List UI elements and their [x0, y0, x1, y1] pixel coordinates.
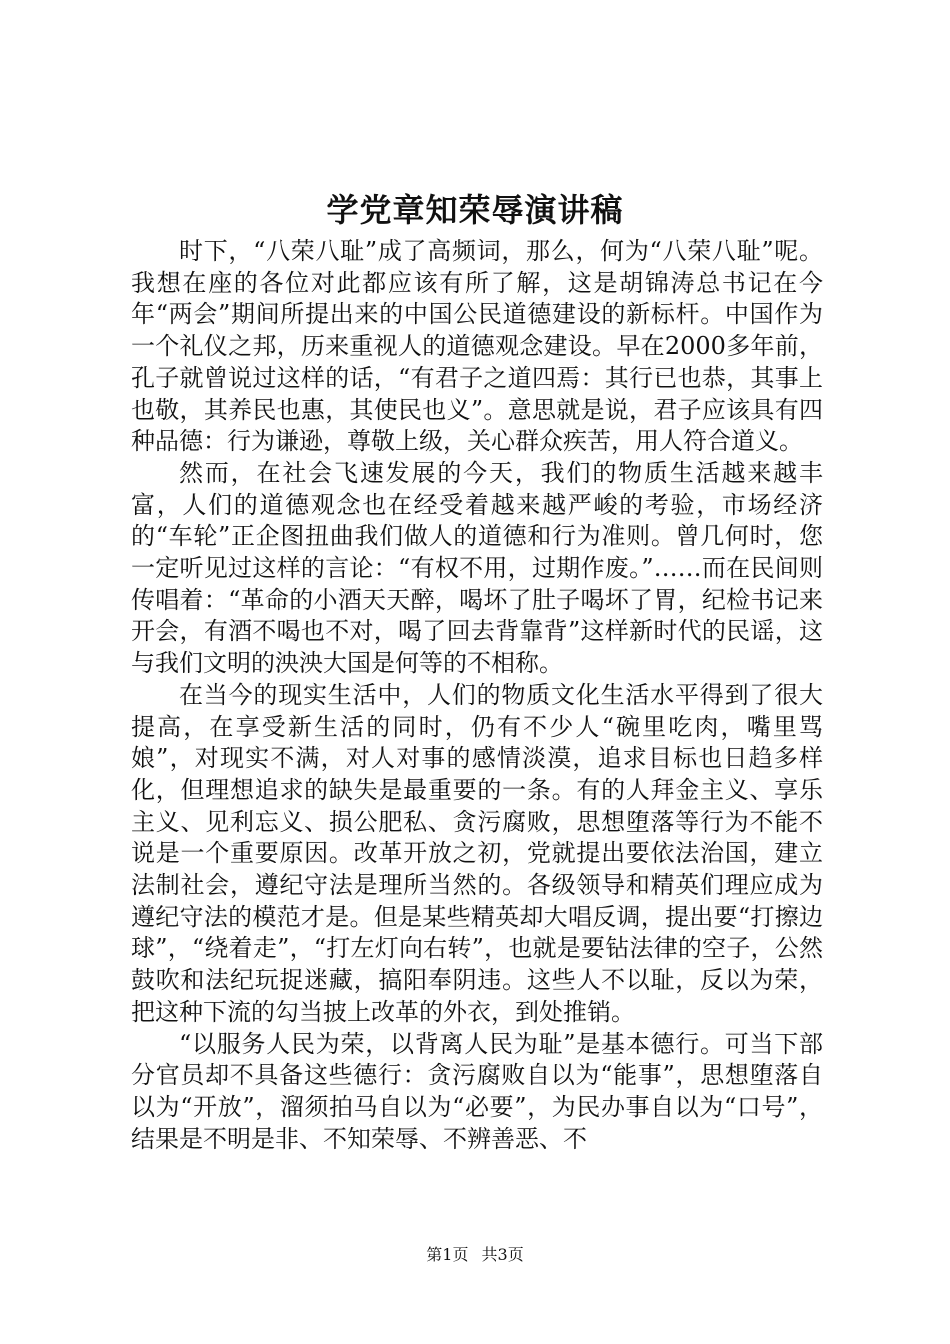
- paragraph: 然而，在社会飞速发展的今天，我们的物质生活越来越丰富，人们的道德观念也在经受着越来越严峻的考验，市场经济的“车轮”正企图扭曲我们做人的道德和行为准则。曾几何时，您一定听见过这样的言论：“有权不用，过期作废。”……而在民间则传唱着：“革命的小酒天天醉，喝坏了肚子喝坏了胃，纪检书记来开会，有酒不喝也不对，喝了回去背靠背”这样新时代的民谣，这与我们文明的泱泱大国是何等的不相称。: [131, 458, 823, 678]
- paragraph: 时下，“八荣八耻”成了高频词，那么，何为“八荣八耻”呢。我想在座的各位对此都应该有所了解，这是胡锦涛总书记在今年“两会”期间所提出来的中国公民道德建设的新标杆。中国作为一个礼仪之邦，历来重视人的道德观念建设。早在2000多年前，孔子就曾说过这样的话，“有君子之道四焉：其行已也恭，其事上也敬，其养民也惠，其使民也义”。意思就是说，君子应该具有四种品德：行为谦逊，尊敬上级，关心群众疾苦，用人符合道义。: [131, 237, 823, 456]
- page-number: 第1页: [426, 1245, 469, 1264]
- paragraph: 在当今的现实生活中，人们的物质文化生活水平得到了很大提高，在享受新生活的同时，仍有不少人“碗里吃肉，嘴里骂娘”，对现实不满，对人对事的感情淡漠，追求目标也日趋多样化，但理想追求的缺失是最重要的一条。有的人拜金主义、享乐主义、见利忘义、损公肥私、贪污腐败，思想堕落等行为不能不说是一个重要原因。改革开放之初，党就提出要依法治国，建立法制社会，遵纪守法是理所当然的。各级领导和精英们理应成为遵纪守法的模范才是。但是某些精英却大唱反调，提出要“打擦边球”，“绕着走”，“打左灯向右转”，也就是要钻法律的空子，公然鼓吹和法纪玩捉迷藏，搞阳奉阴违。这些人不以耻，反以为荣，把这种下流的勾当披上改革的外衣，到处推销。: [131, 680, 823, 1026]
- page-total: 共3页: [481, 1245, 524, 1264]
- document-body: [131, 236, 823, 1155]
- paragraph: “以服务人民为荣，以背离人民为耻”是基本德行。可当下部分官员却不具备这些德行：贪污腐败自以为“能事”，思想堕落自以为“开放”，溜须拍马自以为“必要”，为民办事自以为“口号”，结果是不明是非、不知荣辱、不辨善恶、不: [131, 1029, 823, 1153]
- page-footer: [0, 1244, 950, 1266]
- document-title: 学党章知荣辱演讲稿: [326, 191, 624, 229]
